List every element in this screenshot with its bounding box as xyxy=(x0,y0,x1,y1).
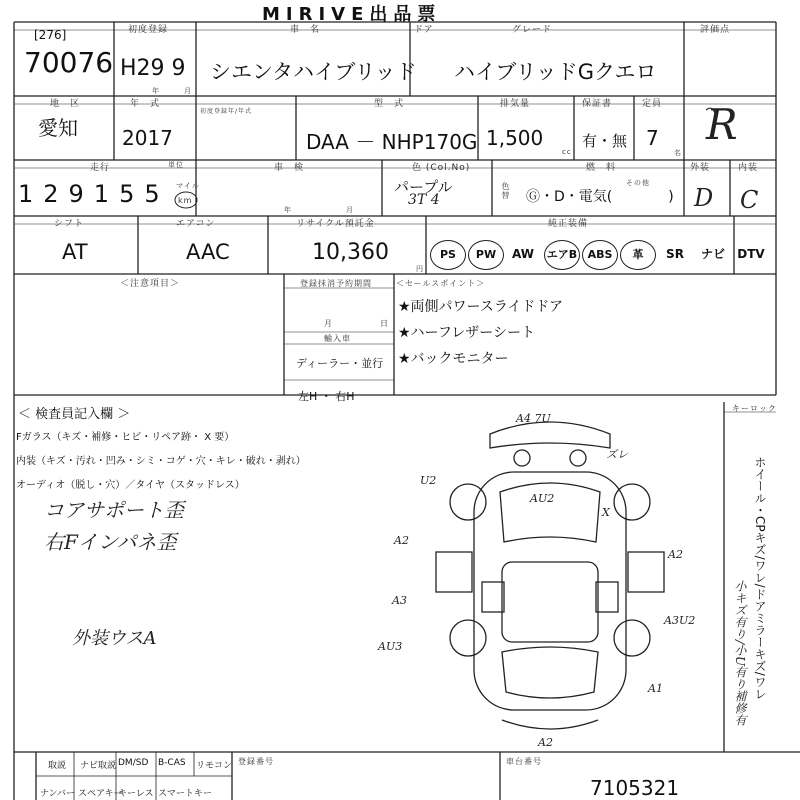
aircon-label: エアコン xyxy=(176,219,216,229)
footer-cell-9: スマートキー xyxy=(158,789,212,799)
reg-number-label: 登録番号 xyxy=(238,757,274,766)
color-code: 3T 4 xyxy=(408,192,440,208)
equipment-item: DTV xyxy=(737,247,765,261)
equipment-item: PS xyxy=(430,240,466,270)
region: 愛知 xyxy=(38,116,78,140)
shift: AT xyxy=(62,240,88,264)
score: R xyxy=(706,100,738,149)
fuel-other: その他 xyxy=(626,179,650,187)
footer-cell-2: ナビ取説 xyxy=(80,761,117,771)
color-name: パープル xyxy=(394,178,453,196)
year-unit: 年 xyxy=(152,87,160,95)
damage-mark-2: ズレ xyxy=(606,448,628,461)
region-label: 地 区 xyxy=(50,99,81,109)
displacement-label: 排気量 xyxy=(500,99,531,109)
damage-mark-1: A4 7U xyxy=(516,412,551,425)
car-name-label: 車 名 xyxy=(290,25,321,35)
lot-bracket: [276] xyxy=(34,28,67,42)
cc-unit: cc xyxy=(562,148,572,156)
damage-mark-9: A3U2 xyxy=(664,614,696,627)
grade: ハイブリッドGクエロ xyxy=(454,60,657,84)
equipment-item: 革 xyxy=(620,240,656,270)
sales-point-3: ★バックモニター xyxy=(398,351,509,367)
key-lock-label: キーロック xyxy=(732,404,777,413)
footer-cell-4: B-CAS xyxy=(158,758,186,768)
first-reg-label: 初度登録 xyxy=(128,25,169,35)
damage-mark-10: AU3 xyxy=(378,640,403,653)
inspector-line-1: Fガラス（キズ・補修・ヒビ・リペア跡・ X 要） xyxy=(16,432,235,443)
hand-note-3: 外装ウスA xyxy=(72,628,157,649)
mileage: 129155 xyxy=(18,180,170,208)
person-unit: 名 xyxy=(674,149,682,157)
sales-point-1: ★両側パワースライドドア xyxy=(398,299,564,315)
mile-unit: マイル xyxy=(176,182,200,190)
exterior-grade: D xyxy=(694,184,714,212)
interior-label: 内装 xyxy=(738,163,759,173)
right-vertical-text: ホイール・CPキズ/ワレ/ドアミラーキズ/ワレ xyxy=(753,456,767,700)
handle: 左H ・ 右H xyxy=(298,390,355,403)
recycle-label: リサイクル預託金 xyxy=(296,219,375,229)
inspection-label: 車 検 xyxy=(274,163,305,173)
door-label: ドア xyxy=(414,25,434,35)
interior-grade: C xyxy=(740,186,759,214)
reg-period-label: 登録抹消予約期間 xyxy=(300,279,372,288)
damage-mark-3: U2 xyxy=(420,474,437,487)
aircon: AAC xyxy=(186,240,230,264)
warranty: 有・無 xyxy=(582,132,628,150)
damage-mark-11: A1 xyxy=(648,682,663,695)
equipment-label: 純正装備 xyxy=(548,219,589,229)
chassis-number: 7105321 xyxy=(590,776,680,800)
equipment-item: PW xyxy=(468,240,504,270)
equipment-item: SR xyxy=(666,247,684,261)
model-year: 2017 xyxy=(122,126,173,150)
inspector-label: ＜ 検査員記入欄 ＞ xyxy=(18,407,131,422)
footer-cell-3: DM/SD xyxy=(118,758,149,768)
insp-month-unit: 月 xyxy=(346,206,354,214)
car-name: シエンタハイブリッド xyxy=(210,60,417,84)
model-year-sub: 初度登録年/年式 xyxy=(200,108,253,115)
color-label: 色 (Col.No) xyxy=(412,163,471,173)
equipment-item: AW xyxy=(512,247,534,261)
capacity-label: 定員 xyxy=(642,99,663,109)
footer-cell-7: スペアキー xyxy=(78,789,123,799)
sales-points-label: ＜セールスポイント＞ xyxy=(396,279,486,288)
damage-mark-8: A3 xyxy=(392,594,407,607)
hand-note-2: 右Fインパネ歪 xyxy=(44,530,177,554)
footer-cell-5: リモコン xyxy=(196,761,233,771)
damage-mark-12: A2 xyxy=(538,736,553,749)
sales-point-2: ★ハーフレザーシート xyxy=(398,325,536,341)
shift-label: シフト xyxy=(54,219,85,229)
hand-note-1: コアサポート歪 xyxy=(44,498,184,522)
equipment-item: ナビ xyxy=(700,247,725,261)
exterior-label: 外装 xyxy=(690,163,711,173)
lot-number: 70076 xyxy=(24,46,114,79)
equipment-item: エアB xyxy=(544,240,580,270)
notes-label: ＜注意項目＞ xyxy=(120,279,181,289)
model-year-label: 年 式 xyxy=(130,99,161,109)
unit-label: 単位 xyxy=(168,161,184,169)
reg-day-label: 日 xyxy=(380,319,389,328)
inspector-line-3: オーディオ（脱し・穴）／タイヤ（スタッドレス） xyxy=(16,480,245,491)
damage-mark-4: AU2 xyxy=(530,492,555,505)
right-vertical-text-2: 小キズ有り/小U有り補修有 xyxy=(733,580,747,727)
grade-label: グレード xyxy=(512,25,553,35)
damage-mark-6: A2 xyxy=(394,534,409,547)
first-reg-value: H29 9 xyxy=(120,56,186,81)
model-code: DAA － NHP170G xyxy=(306,130,478,154)
color-sub-label: 色替 xyxy=(501,182,510,200)
model-label: 型 式 xyxy=(374,99,405,109)
damage-mark-7: A2 xyxy=(668,548,683,561)
damage-mark-5: X xyxy=(602,506,610,519)
capacity: 7 xyxy=(646,126,659,150)
inspector-line-2: 内装（キズ・汚れ・凹み・シミ・コゲ・穴・キレ・破れ・剥れ） xyxy=(16,456,306,467)
month-unit: 月 xyxy=(184,87,192,95)
points-label: 評価点 xyxy=(700,25,731,35)
footer-cell-1: 取説 xyxy=(48,761,67,771)
yen-unit: 円 xyxy=(416,265,424,273)
car-diagram xyxy=(430,412,670,742)
equipment-item: ABS xyxy=(582,240,618,270)
mileage-label: 走行 xyxy=(90,163,111,173)
chassis-label: 車台番号 xyxy=(506,757,542,766)
reg-month-label: 月 xyxy=(324,319,333,328)
fuel-label: 燃 料 xyxy=(586,163,617,173)
recycle: 10,360 xyxy=(312,240,389,265)
dealer: ディーラー・並行 xyxy=(296,357,384,370)
insp-year-unit: 年 xyxy=(284,206,292,214)
footer-cell-6: ナンバー xyxy=(40,789,75,799)
fuel: Ⓖ・D・電気( ) xyxy=(526,189,674,205)
km-unit: km xyxy=(178,196,193,205)
warranty-label: 保証書 xyxy=(582,99,613,109)
sheet-title: MIRIVE出品票 xyxy=(262,4,442,25)
import-label: 輸入車 xyxy=(324,334,351,343)
displacement: 1,500 xyxy=(486,126,544,150)
footer-cell-8: キーレス xyxy=(118,789,154,799)
